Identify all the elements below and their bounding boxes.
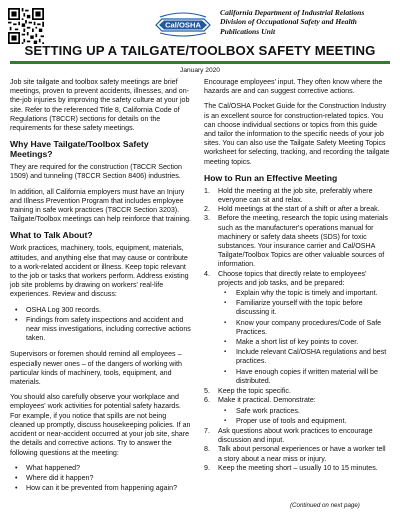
step-item (204, 187, 390, 205)
pocket-guide-paragraph: The Cal/OSHA Pocket Guide for the Construction Industry is an excellent source for construction-related topics. You can choose individual sections or topics from this guide and tailor the information to the specific needs of your job sites. You can also use the Tailgate Safety Meeting Topics worksheet for selecting, tracking, and recording the tailgate meeting topics. (204, 102, 390, 166)
step-text: Talk about personal experiences or have a worker tell a story about a near miss or injury. (218, 445, 386, 463)
step-item (204, 464, 390, 473)
agency-block (220, 8, 396, 36)
step-text: Before the meeting, research the topic using materials such as the manufacturer's operations manual for machinery or safety data sheets (SDS) for toxic substances. Your insurance carrier and Cal/OSHA Tailgate/Toolbox Topics are other valuable sources of information. (218, 214, 388, 269)
step-number: 4. (204, 269, 210, 278)
input-paragraph: Encourage employees' input. They often know where the hazards are and can suggest corrective actions. (204, 78, 383, 96)
step-sublist (218, 289, 390, 386)
why-paragraph: They are required for the construction (T8CCR Section 1509) and tunneling (T8CCR Section 8406) industries. (10, 163, 182, 181)
how-heading: How to Run an Effective Meeting (204, 172, 338, 183)
sub-item: ▪ Safe work practices. (218, 407, 390, 416)
step-number: 7. (204, 426, 210, 435)
step-number: 9. (204, 463, 210, 472)
step-number: 6. (204, 396, 210, 405)
step-text: Keep the meeting short – usually 10 to 15 minutes. (218, 463, 378, 472)
review-list (10, 306, 191, 344)
why-paragraph: In addition, all California employers must have an Injury and Illness Prevention Program that includes employee training in safe work practices (T8CCR Section 3203). Tailgate/Toolbox meetings can help reinforce that training. (10, 187, 191, 224)
step-number: 2. (204, 205, 210, 214)
sub-item: ▪ Have enough copies if written material will be distributed. (218, 368, 390, 386)
step-item (204, 214, 390, 269)
step-number: 8. (204, 445, 210, 454)
step-sublist (218, 407, 390, 426)
what-paragraph: Work practices, machinery, tools, equipment, materials, attitudes, and anything else that may cause or contribute to a work-related accident or illness. Keep topic relevant to the job or tasks that workers perform. Address existing job site problems by drawing on workers' real-life experiences. Review and discuss: (10, 244, 189, 299)
list-item: • Findings from safety inspections and accident and near miss investigations, including corrective actions taken. (10, 316, 191, 344)
step-number: 1. (204, 186, 210, 195)
what-paragraph: You should also carefully observe your workplace and employees' work activities for potential safety hazards. For example, if you notice that spills are not being cleaned up promptly, discuss housekeeping policies. If an accident or near-accident occurred at your job site, share the details and corrective actions. Try to answer the following questions at the meeting: (10, 393, 191, 457)
sub-item: ▪ Explain why the topic is timely and important. (218, 289, 390, 298)
qr-code-icon (8, 8, 44, 44)
step-number: 5. (204, 387, 210, 396)
sub-item: ▪ Know your company procedures/Code of Safe Practices. (218, 319, 390, 337)
why-heading: Why Have Tailgate/Toolbox Safety Meetings? (10, 139, 149, 160)
step-item (204, 205, 390, 214)
list-item: • Where did it happen? (10, 474, 191, 483)
step-item (204, 387, 390, 396)
agency-line: Publications Unit (220, 26, 276, 36)
what-paragraph: Supervisors or foremen should remind all employees – especially newer ones – of the dangers of working with particular kinds of machinery, tools, equipment, and materials. (10, 350, 182, 387)
title-divider (10, 61, 390, 66)
what-heading: What to Talk About? (10, 230, 93, 241)
agency-line: Division of Occupational Safety and Health (220, 17, 357, 27)
left-column (10, 78, 191, 500)
sub-item: ▪ Familiarize yourself with the topic before discussing it. (218, 299, 390, 317)
steps-list (204, 187, 390, 473)
step-item (204, 445, 390, 463)
sub-item: ▪ Include relevant Cal/OSHA regulations and best practices. (218, 348, 390, 366)
publication-date: January 2020 (180, 67, 220, 74)
sub-item: ▪ Make a short list of key points to cover. (218, 338, 390, 347)
questions-list (10, 464, 191, 494)
step-number: 3. (204, 214, 210, 223)
step-item (204, 270, 390, 386)
list-item: • OSHA Log 300 records. (10, 306, 191, 315)
step-text: Make it practical. Demonstrate: (218, 396, 316, 405)
step-text: Hold meetings at the start of a shift or after a break. (218, 205, 380, 214)
step-text: Keep the topic specific. (218, 387, 291, 396)
page-title: SETTING UP A TAILGATE/TOOLBOX SAFETY MEETING (24, 43, 376, 58)
step-text: Ask questions about work practices to encourage discussion and input. (218, 426, 373, 445)
sub-item: ▪ Proper use of tools and equipment. (218, 417, 390, 426)
step-text: Choose topics that directly relate to employees' projects and job tasks, and be prepared: (218, 269, 367, 287)
page-header (0, 0, 400, 75)
intro-paragraph: Job site tailgate and toolbox safety meetings are brief meetings, proven to prevent accidents, illnesses, and on-the-job injuries by improving the safety culture at your job site. Refer to the referenced Title 8, California Code of Regulations (T8CCR) sections for details on the requirements for these safety meetings. (10, 78, 190, 133)
step-item (204, 427, 390, 445)
cal-osha-logo (154, 9, 212, 39)
right-column (204, 78, 390, 473)
list-item: • What happened? (10, 464, 191, 473)
step-text: Hold the meeting at the job site, preferably where everyone can sit and relax. (218, 186, 373, 205)
continued-note: (Continued on next page) (290, 502, 360, 509)
list-item: • How can it be prevented from happening again? (10, 484, 191, 493)
step-item (204, 396, 390, 426)
agency-line: California Department of Industrial Relations (220, 8, 365, 17)
logo-text: Cal/OSHA (165, 20, 201, 30)
